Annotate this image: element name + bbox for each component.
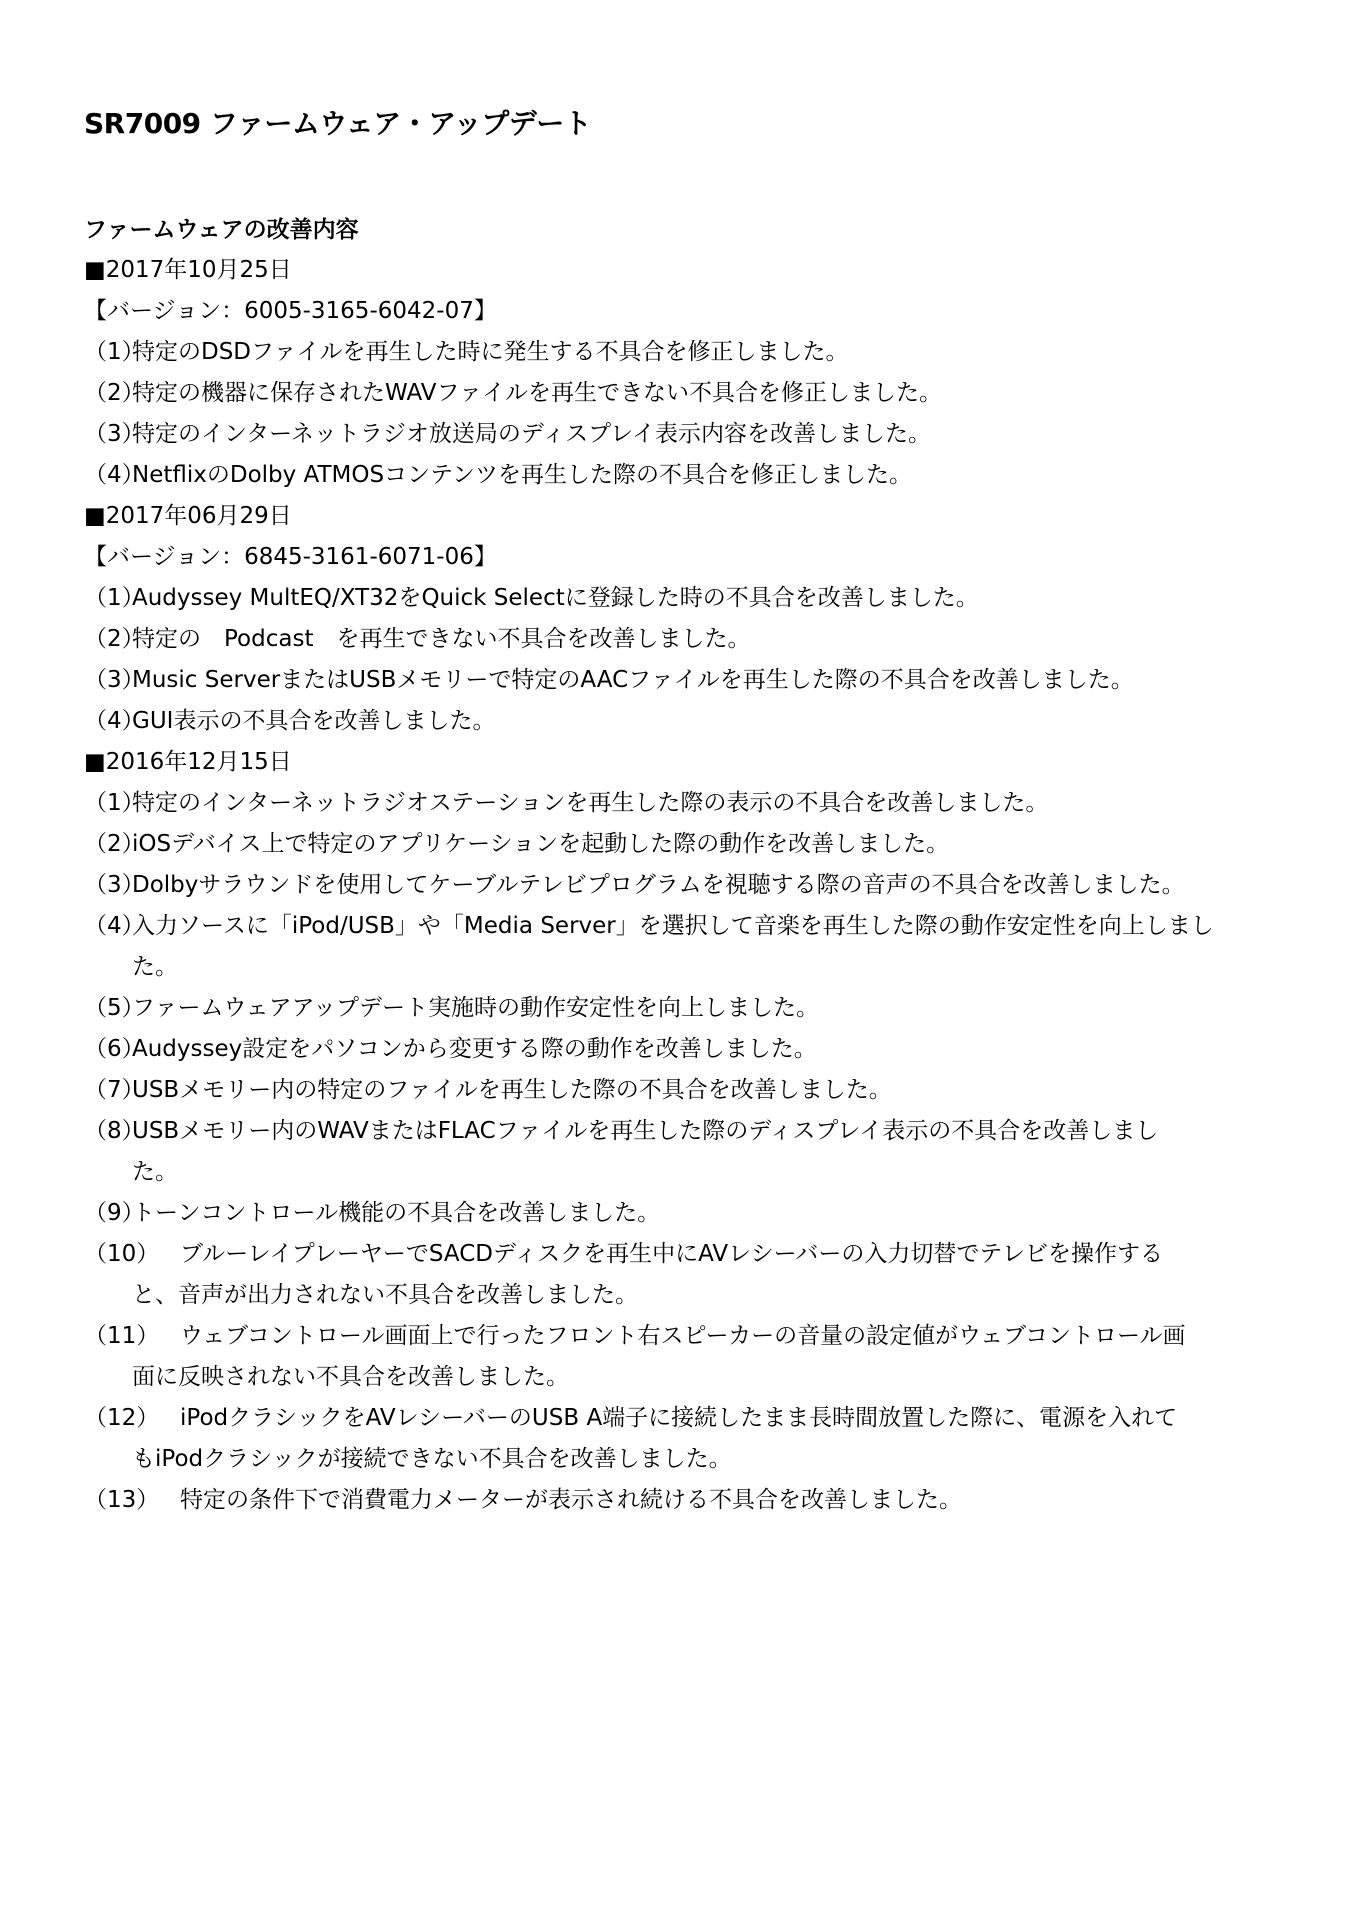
- release-2017-06-29: [84, 496, 1304, 742]
- item-text: NetflixのDolby ATMOSコンテンツを再生した際の不具合を修正しました。: [132, 462, 912, 488]
- item-text: ファームウェアアップデート実施時の動作安定性を向上しました。: [132, 995, 820, 1021]
- list-item: [84, 1111, 1304, 1193]
- item-number: （3）: [84, 667, 145, 693]
- list-item: [84, 660, 1304, 701]
- list-item: [84, 824, 1304, 865]
- list-item: [84, 1029, 1304, 1070]
- item-number: （13）: [84, 1487, 160, 1513]
- item-number: （5）: [84, 995, 145, 1021]
- release-date: ■2016年12月15日: [84, 749, 292, 775]
- release-2017-10-25: [84, 250, 1304, 496]
- item-number: （2）: [84, 380, 145, 406]
- release-date: ■2017年06月29日: [84, 503, 292, 529]
- item-text: GUI表示の不具合を改善しました。: [132, 708, 496, 734]
- list-item: [84, 1193, 1304, 1234]
- list-item: [84, 373, 1304, 414]
- item-number: （1）: [84, 339, 145, 365]
- list-item: [84, 988, 1304, 1029]
- release-2016-12-15: [84, 742, 1304, 1521]
- item-text: iOSデバイス上で特定のアプリケーションを起動した際の動作を改善しました。: [132, 831, 950, 857]
- list-item: [84, 1480, 1304, 1521]
- item-number: （11）: [84, 1323, 160, 1349]
- document-title: SR7009 ファームウェア・アップデート: [84, 107, 592, 140]
- item-number: （8）: [84, 1118, 145, 1144]
- release-date: ■2017年10月25日: [84, 257, 292, 283]
- release-version: 【バージョン：6005-3165-6042-07】: [84, 298, 497, 324]
- item-text: Audyssey設定をパソコンから変更する際の動作を改善しました。: [132, 1036, 817, 1062]
- item-text: 特定の Podcast を再生できない不具合を改善しました。: [132, 626, 751, 652]
- item-number: （10）: [84, 1241, 160, 1267]
- list-item: [84, 578, 1304, 619]
- list-item: [84, 783, 1304, 824]
- list-item: [84, 865, 1304, 906]
- list-item: [84, 414, 1304, 455]
- item-text: Audyssey MultEQ/XT32をQuick Selectに登録した時の不具合を改善しました。: [132, 585, 979, 611]
- item-text: Dolbyサラウンドを使用してケーブルテレビプログラムを視聴する際の音声の不具合を改善しました。: [132, 872, 1185, 898]
- item-number: （12）: [84, 1405, 160, 1431]
- item-text: Music ServerまたはUSBメモリーで特定のAACファイルを再生した際の不具合を改善しました。: [132, 667, 1134, 693]
- item-number: （6）: [84, 1036, 145, 1062]
- list-item: [84, 332, 1304, 373]
- list-item: [84, 1070, 1304, 1111]
- item-text-line-1: ウェブコントロール画面上で行ったフロント右スピーカーの音量の設定値がウェブコントロール画: [180, 1323, 1186, 1349]
- item-number: （4）: [84, 913, 145, 939]
- list-item: [84, 701, 1304, 742]
- document-body: [84, 210, 1304, 1521]
- item-text: 特定のインターネットラジオ放送局のディスプレイ表示内容を改善しました。: [132, 421, 932, 447]
- item-text: トーンコントロール機能の不具合を改善しました。: [132, 1200, 661, 1226]
- item-text-line-2: 面に反映されない不具合を改善しました。: [132, 1364, 569, 1390]
- item-text-line-1: iPodクラシックをAVレシーバーのUSB A端子に接続したまま長時間放置した際に、電源を入れて: [180, 1405, 1178, 1431]
- item-text: 特定の条件下で消費電力メーターが表示され続ける不具合を改善しました。: [180, 1487, 962, 1513]
- item-number: （1）: [84, 790, 145, 816]
- item-text-line-1: USBメモリー内のWAVまたはFLACファイルを再生した際のディスプレイ表示の不具合を改善しまし: [132, 1118, 1159, 1144]
- item-text-line-1: ブルーレイプレーヤーでSACDディスクを再生中にAVレシーバーの入力切替でテレビを操作する: [180, 1241, 1163, 1267]
- item-text-line-2: と、音声が出力されない不具合を改善しました。: [132, 1282, 638, 1308]
- release-version: 【バージョン：6845-3161-6071-06】: [84, 544, 497, 570]
- list-item: [84, 455, 1304, 496]
- item-number: （2）: [84, 626, 145, 652]
- item-text-line-1: 入力ソースに「iPod/USB」や「Media Server」を選択して音楽を再生した際の動作安定性を向上しまし: [132, 913, 1214, 939]
- item-number: （3）: [84, 421, 145, 447]
- list-item: [84, 1234, 1304, 1316]
- list-item: [84, 906, 1304, 988]
- item-number: （2）: [84, 831, 145, 857]
- item-number: （4）: [84, 462, 145, 488]
- section-heading: ファームウェアの改善内容: [84, 217, 359, 243]
- item-number: （4）: [84, 708, 145, 734]
- item-text-line-2: もiPodクラシックが接続できない不具合を改善しました。: [132, 1446, 732, 1472]
- item-text: USBメモリー内の特定のファイルを再生した際の不具合を改善しました。: [132, 1077, 892, 1103]
- item-number: （7）: [84, 1077, 145, 1103]
- item-text: 特定のインターネットラジオステーションを再生した際の表示の不具合を改善しました。: [132, 790, 1049, 816]
- item-text-line-2: た。: [132, 1159, 178, 1185]
- item-number: （9）: [84, 1200, 145, 1226]
- list-item: [84, 1316, 1304, 1398]
- list-item: [84, 619, 1304, 660]
- item-text: 特定の機器に保存されたWAVファイルを再生できない不具合を修正しました。: [132, 380, 943, 406]
- list-item: [84, 1398, 1304, 1480]
- item-text-line-2: た。: [132, 954, 178, 980]
- item-text: 特定のDSDファイルを再生した時に発生する不具合を修正しました。: [132, 339, 849, 365]
- item-number: （1）: [84, 585, 145, 611]
- item-number: （3）: [84, 872, 145, 898]
